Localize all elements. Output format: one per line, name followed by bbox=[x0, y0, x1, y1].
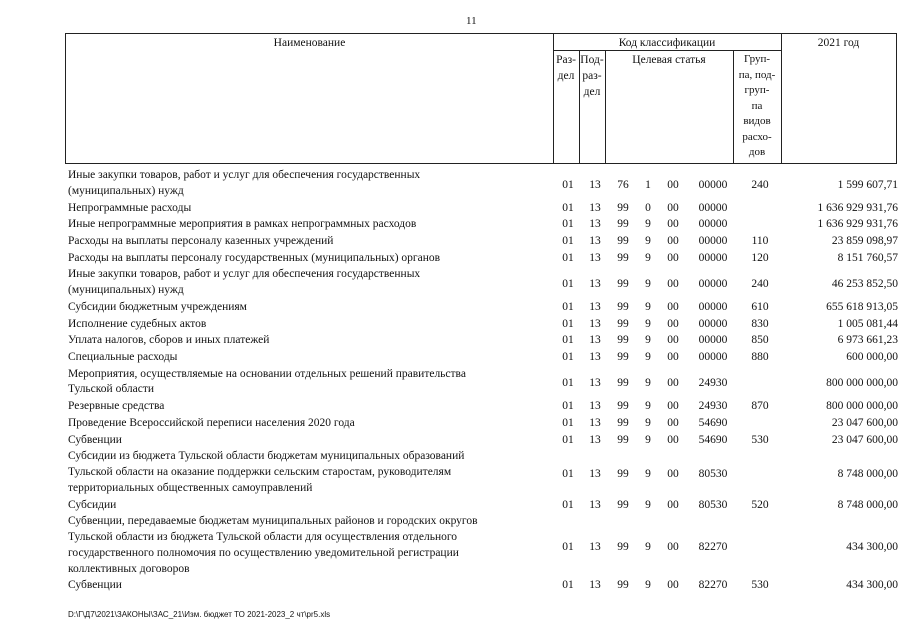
row-name: Субвенции, передаваемые бюджетам муниципальных районов и городских округов Тульской области из бюджета Тульской области для осуществления отдельного государственного полномочия по осуществлению уведомительной регистрации коллективных договоров bbox=[68, 515, 478, 575]
header-target-article: Целевая статья bbox=[632, 54, 706, 66]
row-target-program: 99 bbox=[617, 334, 629, 347]
table-row bbox=[68, 350, 898, 366]
row-podrazdel: 13 bbox=[589, 433, 601, 446]
table-row bbox=[68, 217, 898, 233]
row-amount: 600 000,00 bbox=[846, 350, 898, 363]
row-razdel: 01 bbox=[562, 278, 574, 291]
row-target-direction: 00000 bbox=[698, 178, 728, 191]
row-podrazdel: 13 bbox=[589, 201, 601, 214]
row-expense-type: 240 bbox=[751, 178, 769, 191]
row-target-main-event: 00 bbox=[667, 278, 679, 291]
row-target-main-event: 00 bbox=[667, 579, 679, 592]
row-target-program: 99 bbox=[617, 498, 629, 511]
table-row bbox=[68, 433, 898, 449]
header-code-classification: Код классификации bbox=[618, 37, 716, 49]
row-target-program: 99 bbox=[617, 377, 629, 390]
row-name: Мероприятия, осуществляемые на основании отдельных решений правительства Тульской области bbox=[68, 367, 466, 396]
row-target-program: 99 bbox=[617, 579, 629, 592]
row-name: Иные закупки товаров, работ и услуг для обеспечения государственных (муниципальных) нужд bbox=[68, 268, 421, 297]
row-name: Иные непрограммные мероприятия в рамках непрограммных расходов bbox=[68, 218, 417, 231]
row-amount: 800 000 000,00 bbox=[826, 400, 898, 413]
row-name: Расходы на выплаты персоналу государственных (муниципальных) органов bbox=[68, 251, 441, 264]
table-row bbox=[68, 201, 898, 217]
row-razdel: 01 bbox=[562, 178, 574, 191]
row-target-program: 99 bbox=[617, 218, 629, 231]
table-row bbox=[68, 317, 898, 333]
row-podrazdel: 13 bbox=[589, 334, 601, 347]
row-razdel: 01 bbox=[562, 467, 574, 480]
row-target-main-event: 00 bbox=[667, 178, 679, 191]
row-name: Субсидии бюджетным учреждениям bbox=[68, 300, 247, 313]
row-amount: 434 300,00 bbox=[846, 540, 898, 553]
row-razdel: 01 bbox=[562, 300, 574, 313]
row-target-direction: 00000 bbox=[698, 278, 728, 291]
table-row bbox=[68, 251, 898, 267]
row-target-subprogram: 9 bbox=[645, 416, 651, 429]
table-row bbox=[68, 367, 898, 399]
header-year: 2021 год bbox=[817, 37, 860, 49]
row-target-program: 99 bbox=[617, 467, 629, 480]
row-name: Расходы на выплаты персоналу казенных учреждений bbox=[68, 234, 334, 247]
row-razdel: 01 bbox=[562, 579, 574, 592]
table-row bbox=[68, 234, 898, 250]
row-name: Субсидии bbox=[68, 498, 117, 511]
row-expense-type: 120 bbox=[751, 251, 769, 264]
row-name: Резервные средства bbox=[68, 400, 165, 413]
row-target-direction: 00000 bbox=[698, 350, 728, 363]
row-amount: 46 253 852,50 bbox=[831, 278, 898, 291]
header-divider bbox=[781, 34, 782, 163]
row-expense-type: 530 bbox=[751, 579, 769, 592]
row-target-direction: 80530 bbox=[698, 467, 728, 480]
row-target-subprogram: 9 bbox=[645, 300, 651, 313]
row-target-program: 99 bbox=[617, 540, 629, 553]
row-expense-type: 240 bbox=[751, 278, 769, 291]
row-podrazdel: 13 bbox=[589, 317, 601, 330]
table-row bbox=[68, 300, 898, 316]
row-razdel: 01 bbox=[562, 201, 574, 214]
row-podrazdel: 13 bbox=[589, 234, 601, 247]
row-target-direction: 00000 bbox=[698, 334, 728, 347]
row-podrazdel: 13 bbox=[589, 278, 601, 291]
row-target-main-event: 00 bbox=[667, 377, 679, 390]
row-target-program: 99 bbox=[617, 201, 629, 214]
table-row bbox=[68, 449, 898, 496]
row-target-program: 99 bbox=[617, 278, 629, 291]
row-amount: 8 151 760,57 bbox=[837, 251, 898, 264]
row-target-subprogram: 9 bbox=[645, 317, 651, 330]
row-razdel: 01 bbox=[562, 334, 574, 347]
row-amount: 23 859 098,97 bbox=[831, 234, 898, 247]
row-target-main-event: 00 bbox=[667, 433, 679, 446]
row-target-subprogram: 9 bbox=[645, 467, 651, 480]
row-expense-type: 530 bbox=[751, 433, 769, 446]
row-target-subprogram: 9 bbox=[645, 334, 651, 347]
table-row bbox=[68, 578, 898, 594]
row-target-main-event: 00 bbox=[667, 540, 679, 553]
row-target-direction: 24930 bbox=[698, 400, 728, 413]
table-row bbox=[68, 267, 898, 299]
table-row bbox=[68, 514, 898, 577]
row-target-main-event: 00 bbox=[667, 467, 679, 480]
row-target-main-event: 00 bbox=[667, 300, 679, 313]
row-podrazdel: 13 bbox=[589, 579, 601, 592]
row-target-subprogram: 9 bbox=[645, 377, 651, 390]
header-razdel: Раз- дел bbox=[556, 54, 576, 82]
row-razdel: 01 bbox=[562, 317, 574, 330]
row-target-main-event: 00 bbox=[667, 218, 679, 231]
row-target-program: 99 bbox=[617, 317, 629, 330]
row-amount: 6 973 661,23 bbox=[837, 334, 898, 347]
row-name: Иные закупки товаров, работ и услуг для обеспечения государственных (муниципальных) нужд bbox=[68, 169, 421, 197]
row-amount: 1 636 929 931,76 bbox=[817, 201, 898, 214]
row-target-direction: 54690 bbox=[698, 416, 728, 429]
row-target-main-event: 00 bbox=[667, 334, 679, 347]
row-target-direction: 00000 bbox=[698, 317, 728, 330]
row-target-subprogram: 9 bbox=[645, 251, 651, 264]
row-podrazdel: 13 bbox=[589, 218, 601, 231]
row-target-main-event: 00 bbox=[667, 234, 679, 247]
row-target-program: 99 bbox=[617, 433, 629, 446]
row-amount: 8 748 000,00 bbox=[837, 467, 898, 480]
row-target-subprogram: 9 bbox=[645, 218, 651, 231]
row-razdel: 01 bbox=[562, 377, 574, 390]
row-expense-type: 870 bbox=[751, 400, 769, 413]
row-podrazdel: 13 bbox=[589, 498, 601, 511]
row-target-main-event: 00 bbox=[667, 416, 679, 429]
row-target-direction: 80530 bbox=[698, 498, 728, 511]
row-target-direction: 00000 bbox=[698, 218, 728, 231]
row-target-program: 99 bbox=[617, 350, 629, 363]
row-amount: 434 300,00 bbox=[846, 579, 898, 592]
row-target-program: 99 bbox=[617, 300, 629, 313]
row-razdel: 01 bbox=[562, 400, 574, 413]
table-row bbox=[68, 399, 898, 415]
row-name: Проведение Всероссийской переписи населения 2020 года bbox=[68, 416, 355, 429]
row-target-program: 99 bbox=[617, 251, 629, 264]
row-expense-type: 830 bbox=[751, 317, 769, 330]
row-name: Исполнение судебных актов bbox=[68, 317, 207, 330]
header-podrazdel: Под- раз- дел bbox=[580, 54, 604, 98]
row-target-program: 99 bbox=[617, 234, 629, 247]
row-target-direction: 00000 bbox=[698, 251, 728, 264]
row-target-main-event: 00 bbox=[667, 350, 679, 363]
row-target-main-event: 00 bbox=[667, 498, 679, 511]
row-expense-type: 610 bbox=[751, 300, 769, 313]
row-razdel: 01 bbox=[562, 498, 574, 511]
row-amount: 23 047 600,00 bbox=[831, 416, 898, 429]
row-target-main-event: 00 bbox=[667, 201, 679, 214]
row-podrazdel: 13 bbox=[589, 377, 601, 390]
row-target-subprogram: 0 bbox=[645, 201, 651, 214]
row-razdel: 01 bbox=[562, 218, 574, 231]
row-target-program: 99 bbox=[617, 416, 629, 429]
row-amount: 23 047 600,00 bbox=[831, 433, 898, 446]
table-row bbox=[68, 168, 898, 200]
row-target-subprogram: 9 bbox=[645, 400, 651, 413]
row-podrazdel: 13 bbox=[589, 400, 601, 413]
row-expense-type: 880 bbox=[751, 350, 769, 363]
row-name: Уплата налогов, сборов и иных платежей bbox=[68, 334, 270, 347]
file-path: D:\Г\Д7\2021\ЗАКОНЫ\ЗАС_21\Изм. бюджет ТО 2021-2023_2 чт\pr5.xls bbox=[68, 610, 331, 619]
row-target-direction: 82270 bbox=[698, 579, 728, 592]
row-target-direction: 00000 bbox=[698, 234, 728, 247]
row-podrazdel: 13 bbox=[589, 251, 601, 264]
row-expense-type: 850 bbox=[751, 334, 769, 347]
header-name: Наименование bbox=[273, 37, 346, 49]
row-target-main-event: 00 bbox=[667, 251, 679, 264]
row-podrazdel: 13 bbox=[589, 178, 601, 191]
row-amount: 800 000 000,00 bbox=[826, 377, 898, 390]
row-razdel: 01 bbox=[562, 350, 574, 363]
page-number: 11 bbox=[466, 15, 477, 27]
row-target-subprogram: 9 bbox=[645, 540, 651, 553]
row-amount: 1 599 607,71 bbox=[837, 178, 898, 191]
table-row bbox=[68, 416, 898, 432]
row-target-subprogram: 9 bbox=[645, 433, 651, 446]
row-podrazdel: 13 bbox=[589, 300, 601, 313]
table-header bbox=[65, 33, 897, 164]
row-amount: 655 618 913,05 bbox=[826, 300, 898, 313]
row-amount: 1 005 081,44 bbox=[837, 317, 898, 330]
row-podrazdel: 13 bbox=[589, 350, 601, 363]
row-podrazdel: 13 bbox=[589, 540, 601, 553]
row-target-subprogram: 9 bbox=[645, 278, 651, 291]
row-razdel: 01 bbox=[562, 433, 574, 446]
table-row bbox=[68, 498, 898, 514]
row-target-direction: 24930 bbox=[698, 377, 728, 390]
row-target-subprogram: 9 bbox=[645, 579, 651, 592]
header-vid: Груп- па, под- груп- па видов расхо- дов bbox=[738, 53, 776, 158]
row-expense-type: 110 bbox=[751, 234, 769, 247]
row-target-direction: 54690 bbox=[698, 433, 728, 446]
row-name: Субвенции bbox=[68, 433, 122, 446]
row-razdel: 01 bbox=[562, 416, 574, 429]
table-row bbox=[68, 333, 898, 349]
row-razdel: 01 bbox=[562, 234, 574, 247]
row-target-program: 99 bbox=[617, 400, 629, 413]
row-razdel: 01 bbox=[562, 251, 574, 264]
row-podrazdel: 13 bbox=[589, 416, 601, 429]
row-podrazdel: 13 bbox=[589, 467, 601, 480]
row-target-main-event: 00 bbox=[667, 400, 679, 413]
row-amount: 8 748 000,00 bbox=[837, 498, 898, 511]
row-expense-type: 520 bbox=[751, 498, 769, 511]
row-name: Специальные расходы bbox=[68, 350, 178, 363]
row-target-main-event: 00 bbox=[667, 317, 679, 330]
row-target-direction: 00000 bbox=[698, 201, 728, 214]
row-name: Субсидии из бюджета Тульской области бюджетам муниципальных образований Тульской области на оказание поддержки сельским старостам, руководителям территориальных общественных самоуправлений bbox=[68, 450, 465, 494]
row-razdel: 01 bbox=[562, 540, 574, 553]
row-target-subprogram: 9 bbox=[645, 498, 651, 511]
row-target-subprogram: 9 bbox=[645, 234, 651, 247]
row-target-direction: 82270 bbox=[698, 540, 728, 553]
row-target-direction: 00000 bbox=[698, 300, 728, 313]
row-name: Субвенции bbox=[68, 579, 122, 592]
row-amount: 1 636 929 931,76 bbox=[817, 218, 898, 231]
row-name: Непрограммные расходы bbox=[68, 201, 192, 214]
row-target-subprogram: 9 bbox=[645, 350, 651, 363]
row-target-subprogram: 1 bbox=[645, 178, 651, 191]
row-target-program: 76 bbox=[617, 178, 629, 191]
